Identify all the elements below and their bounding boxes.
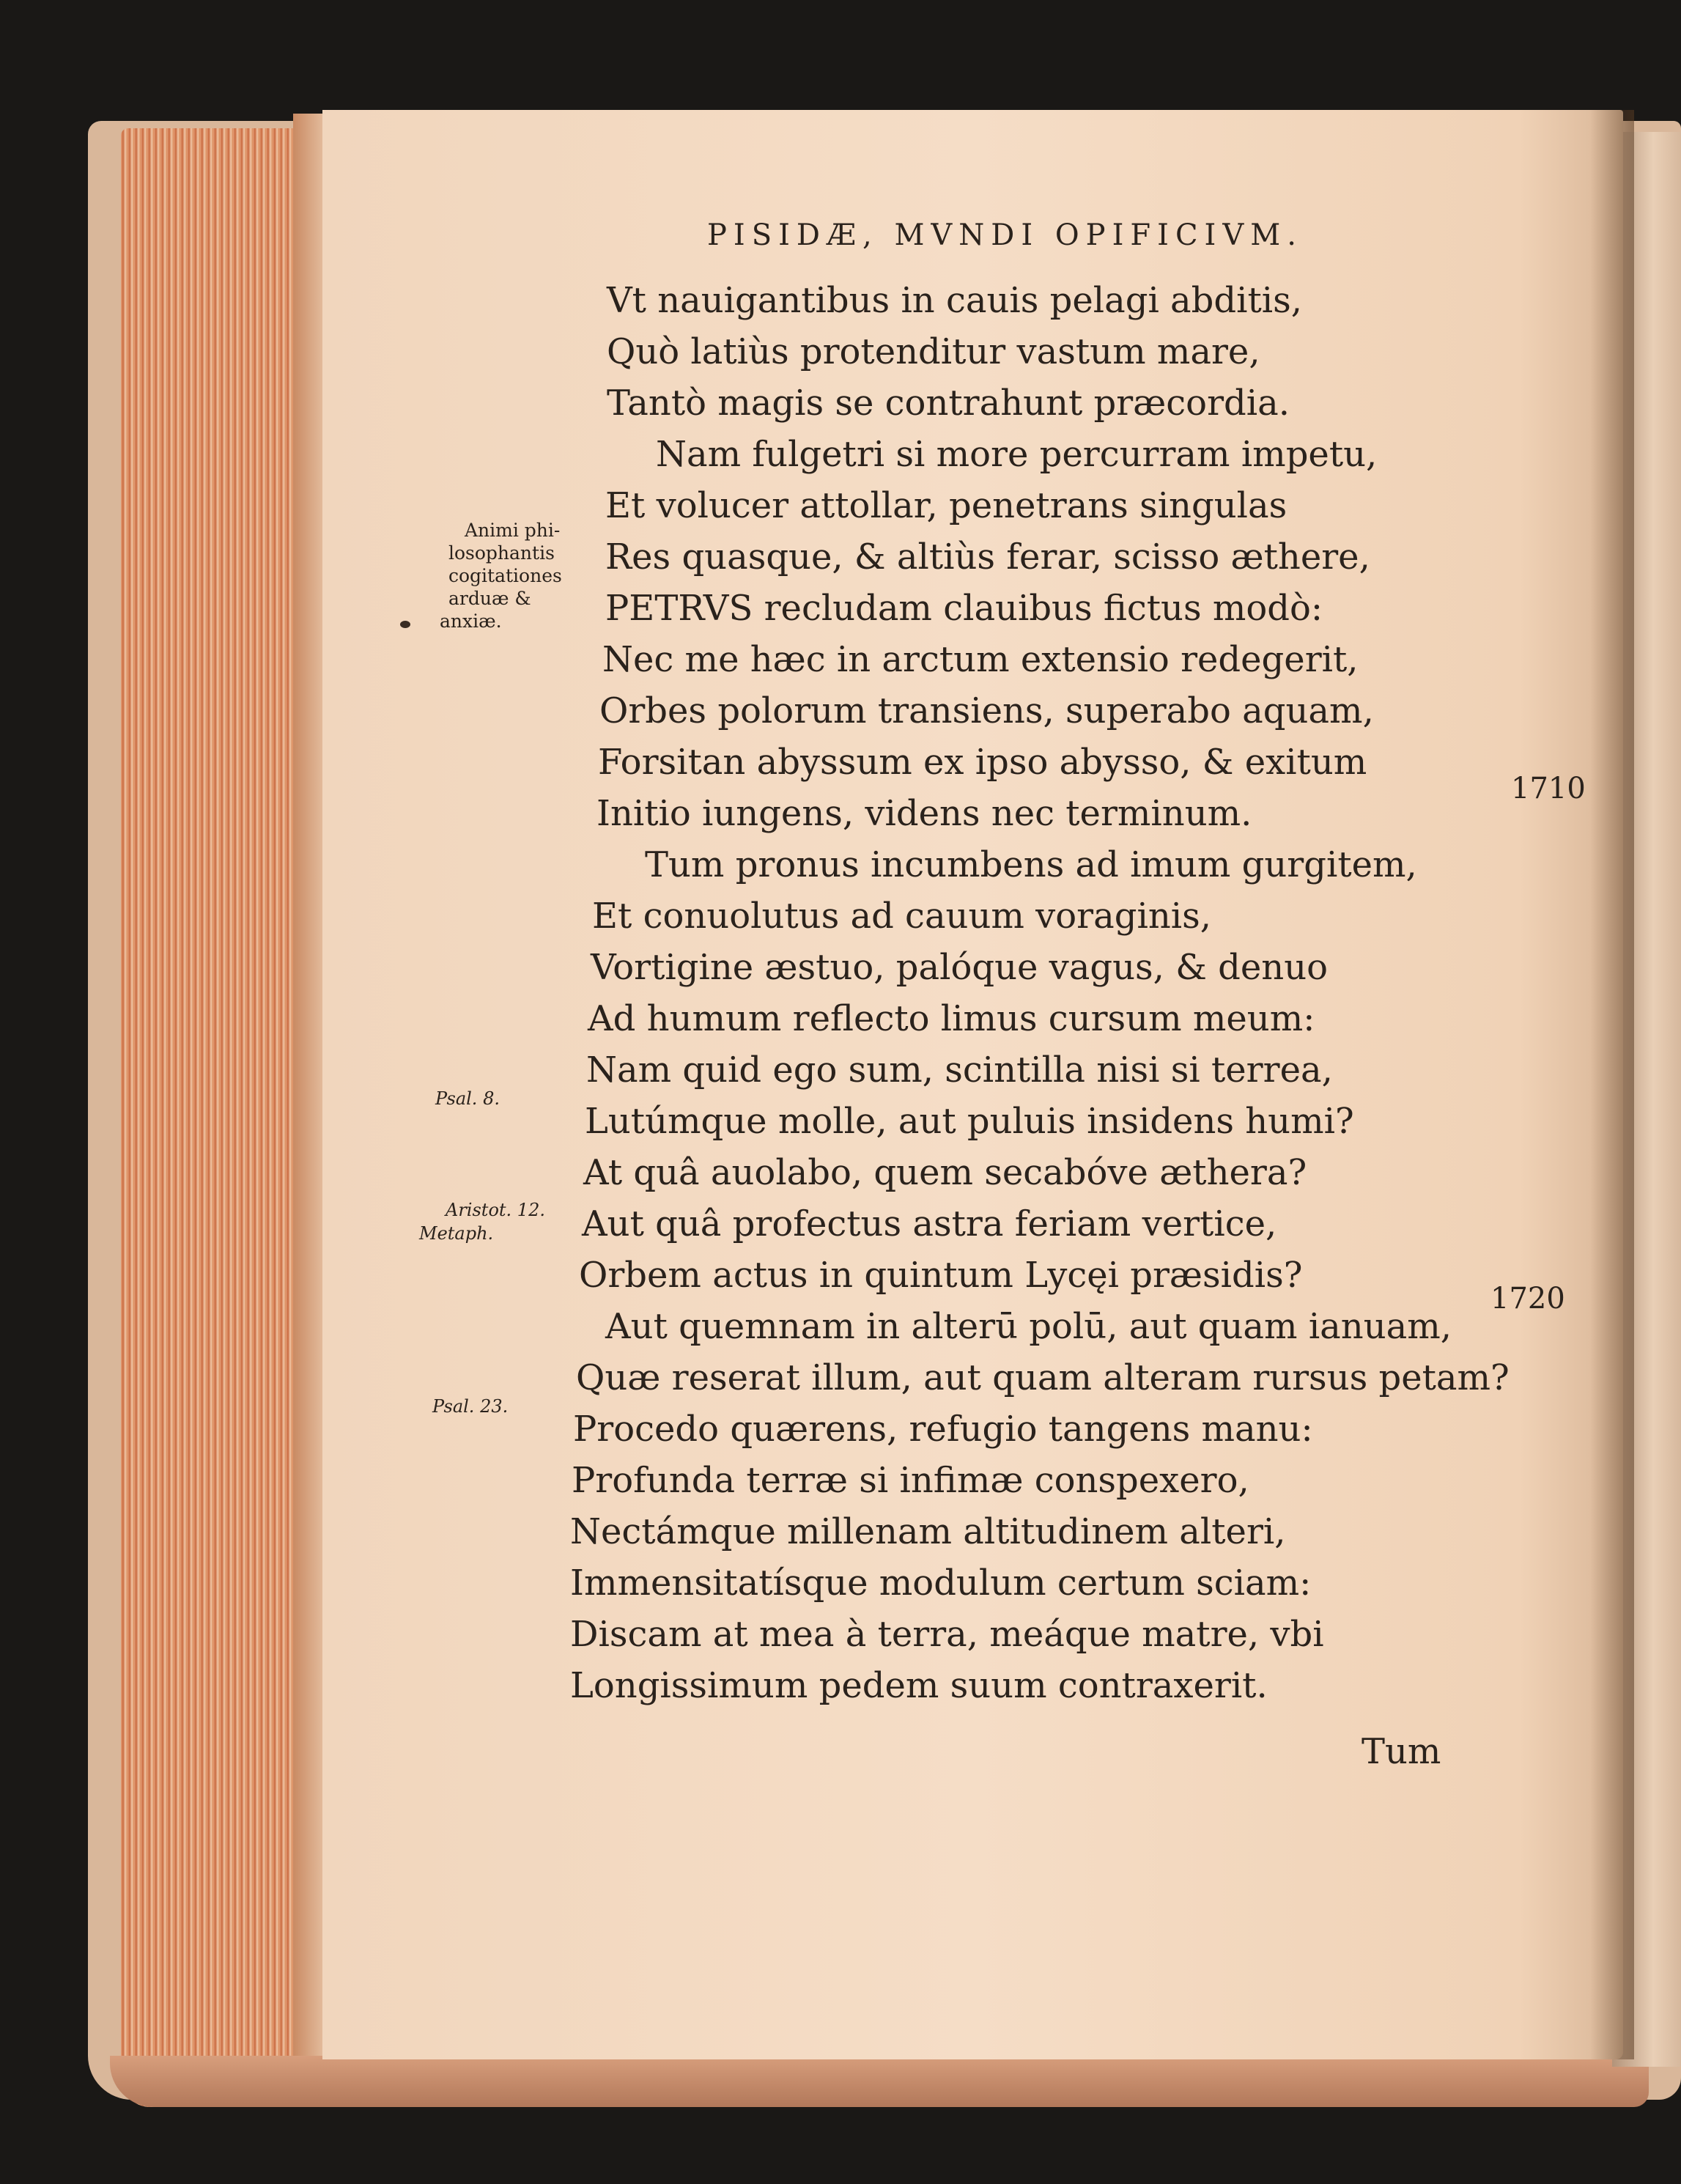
line-number: 1710 (1511, 772, 1586, 805)
verse-line: Forsitan abyssum ex ipso abysso, & exitum (598, 742, 1367, 783)
reference-aristotle: Aristot. 12. (446, 1200, 545, 1220)
catchword: Tum (1362, 1731, 1441, 1772)
verse-line: At quâ auolabo, quem secabóve æthera? (583, 1152, 1307, 1193)
verse-line: Tantò magis se contrahunt præcordia. (607, 383, 1290, 424)
verse-line: Vt nauigantibus in cauis pelagi abditis, (607, 280, 1303, 321)
verse-line: Longissimum pedem suum contraxerit. (570, 1665, 1268, 1706)
running-head: PISIDÆ, MVNDI OPIFICIVM. (707, 218, 1303, 252)
verse-line: Aut quâ profectus astra feriam vertice, (582, 1203, 1277, 1244)
margin-note-line: losophantis (448, 542, 555, 564)
verse-line: Quò latiùs protenditur vastum mare, (607, 331, 1260, 372)
verse-line: Profunda terræ si infimæ conspexero, (572, 1460, 1249, 1501)
verse-line: Procedo quærens, refugio tangens manu: (573, 1409, 1313, 1450)
verse-line: Et volucer attollar, penetrans singulas (605, 485, 1287, 526)
verse-line: Nam quid ego sum, scintilla nisi si terrea, (586, 1049, 1333, 1091)
verse-line: Orbem actus in quintum Lycęi præsidis? (579, 1255, 1303, 1296)
page-gutter-shadow (1590, 110, 1634, 2059)
verse-line: Vortigine æstuo, palóque vagus, & denuo (591, 947, 1329, 988)
margin-note-line: arduæ & (448, 588, 531, 609)
margin-note-line: cogitationes (448, 565, 562, 586)
verse-line: Ad humum reflecto limus cursum meum: (588, 998, 1315, 1039)
verse-line: Nam fulgetri si more percurram impetu, (656, 434, 1378, 475)
verse-line: Nectámque millenam altitudinem alteri, (570, 1511, 1286, 1552)
page-fore-edge (121, 128, 319, 2107)
verse-line: Aut quemnam in alterū polū, aut quam ianuam, (605, 1306, 1452, 1347)
verse-line: Lutúmque molle, aut puluis insidens humi? (585, 1101, 1354, 1142)
verse-line: Res quasque, & altiùs ferar, scisso æthere, (605, 536, 1370, 578)
margin-note-line: anxiæ. (440, 610, 502, 632)
verse-line: PETRVS recludam clauibus fictus modò: (605, 588, 1323, 629)
verse-line: Et conuolutus ad cauum voraginis, (592, 896, 1211, 937)
reference-psalm-23: Psal. 23. (432, 1396, 509, 1417)
line-number: 1720 (1490, 1282, 1565, 1316)
verse-line: Orbes polorum transiens, superabo aquam, (599, 690, 1374, 731)
verse-line: Discam at mea à terra, meáque matre, vbi (570, 1614, 1324, 1655)
bullet-mark (400, 621, 410, 628)
verse-line: Quæ reserat illum, aut quam alteram rursus petam? (576, 1357, 1510, 1398)
verse-line: Tum pronus incumbens ad imum gurgitem, (645, 844, 1417, 885)
verse-line: Nec me hæc in arctum extensio redegerit, (602, 639, 1359, 680)
verse-line: Immensitatísque modulum certum sciam: (570, 1563, 1312, 1604)
margin-note (440, 519, 562, 632)
verse-line: Initio iungens, videns nec terminum. (596, 793, 1252, 834)
page-bottom-edge (110, 2056, 1649, 2107)
reference-psalm-8: Psal. 8. (435, 1088, 500, 1109)
margin-note-line: Animi phi- (465, 520, 561, 541)
reference-metaphysics: Metaph. (419, 1223, 494, 1244)
